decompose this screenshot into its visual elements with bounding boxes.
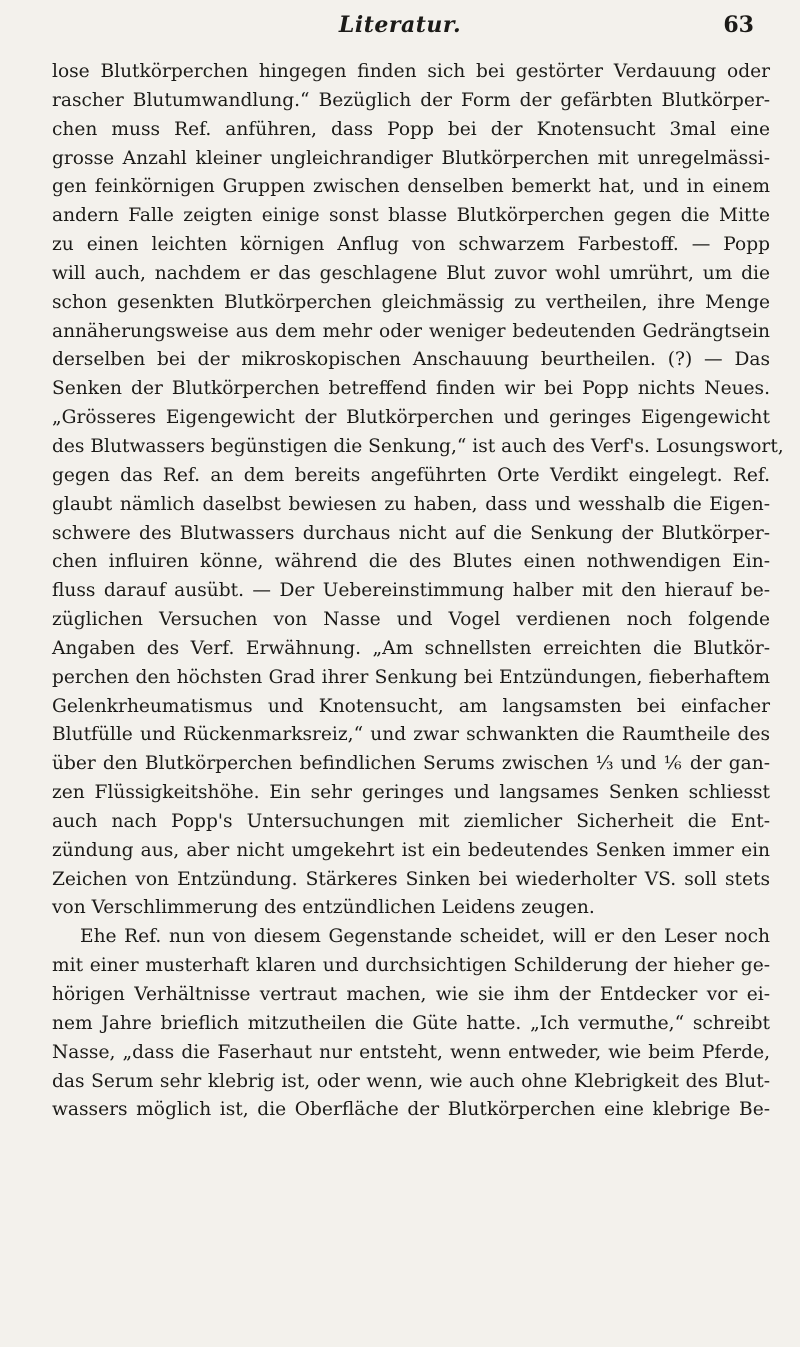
text-line: Angaben des Verf. Erwähnung. „Am schnellsten erreichten die Blutkör- bbox=[52, 637, 770, 659]
text-line: schwere des Blutwassers durchaus nicht auf die Senkung der Blutkörper- bbox=[52, 522, 770, 544]
text-line: annäherungsweise aus dem mehr oder weniger bedeutenden Gedrängtsein bbox=[52, 320, 770, 342]
text-line: nem Jahre brieflich mitzutheilen die Güte hatte. „Ich vermuthe,“ schreibt bbox=[52, 1012, 770, 1034]
page-number: 63 bbox=[723, 12, 754, 38]
text-line: fluss darauf ausübt. — Der Uebereinstimmung halber mit den hierauf be- bbox=[52, 580, 770, 602]
text-line: andern Falle zeigten einige sonst blasse Blutkörperchen gegen die Mitte bbox=[52, 205, 770, 227]
text-line: über den Blutkörperchen befindlichen Serums zwischen ⅓ und ⅙ der gan- bbox=[52, 753, 770, 775]
running-title: Literatur. bbox=[338, 12, 462, 38]
text-line: wassers möglich ist, die Oberfläche der Blutkörperchen eine klebrige Be- bbox=[52, 1099, 770, 1121]
page-header bbox=[40, 8, 760, 44]
text-line: Senken der Blutkörperchen betreffend finden wir bei Popp nichts Neues. bbox=[52, 378, 770, 400]
text-line: zen Flüssigkeitshöhe. Ein sehr geringes und langsames Senken schliesst bbox=[52, 782, 770, 804]
text-line: das Serum sehr klebrig ist, oder wenn, wie auch ohne Klebrigkeit des Blut- bbox=[52, 1070, 770, 1092]
text-line: glaubt nämlich daselbst bewiesen zu haben, dass und wesshalb die Eigen- bbox=[52, 493, 770, 515]
text-line: will auch, nachdem er das geschlagene Blut zuvor wohl umrührt, um die bbox=[52, 262, 770, 284]
text-line: gegen das Ref. an dem bereits angeführten Orte Verdikt eingelegt. Ref. bbox=[52, 464, 770, 486]
text-line: chen influiren könne, während die des Blutes einen nothwendigen Ein- bbox=[52, 551, 770, 573]
text-line: Ehe Ref. nun von diesem Gegenstande scheidet, will er den Leser noch bbox=[80, 926, 770, 948]
text-line: Zeichen von Entzündung. Stärkeres Sinken bei wiederholter VS. soll stets bbox=[52, 868, 770, 890]
text-line: rascher Blutumwandlung.“ Bezüglich der Form der gefärbten Blutkörper- bbox=[52, 89, 770, 111]
text-line: zu einen leichten körnigen Anflug von schwarzem Farbestoff. — Popp bbox=[52, 234, 770, 256]
text-line: Gelenkrheumatismus und Knotensucht, am langsamsten bei einfacher bbox=[52, 695, 770, 717]
text-line: derselben bei der mikroskopischen Anschauung beurtheilen. (?) — Das bbox=[52, 349, 770, 371]
text-line: schon gesenkten Blutkörperchen gleichmässig zu vertheilen, ihre Menge bbox=[52, 291, 770, 313]
text-line: zündung aus, aber nicht umgekehrt ist ein bedeutendes Senken immer ein bbox=[52, 839, 770, 861]
text-line: von Verschlimmerung des entzündlichen Leidens zeugen. bbox=[52, 897, 595, 919]
text-line: perchen den höchsten Grad ihrer Senkung bei Entzündungen, fieberhaftem bbox=[52, 666, 770, 688]
text-line: mit einer musterhaft klaren und durchsichtigen Schilderung der hieher ge- bbox=[52, 955, 770, 977]
text-line: auch nach Popp's Untersuchungen mit ziemlicher Sicherheit die Ent- bbox=[52, 810, 770, 832]
body-text bbox=[52, 58, 784, 1125]
text-line: Nasse, „dass die Faserhaut nur entsteht, wenn entweder, wie beim Pferde, bbox=[52, 1041, 770, 1063]
text-line: hörigen Verhältnisse vertraut machen, wie sie ihm der Entdecker vor ei- bbox=[52, 984, 770, 1005]
text-line: gen feinkörnigen Gruppen zwischen denselben bemerkt hat, und in einem bbox=[52, 176, 770, 198]
text-line: des Blutwassers begünstigen die Senkung,“ ist auch des Verf's. Losungswort, bbox=[52, 435, 784, 457]
text-line: chen muss Ref. anführen, dass Popp bei der Knotensucht 3mal eine bbox=[52, 118, 770, 140]
text-line: „Grösseres Eigengewicht der Blutkörperchen und geringes Eigengewicht bbox=[52, 407, 770, 429]
text-line: grosse Anzahl kleiner ungleichrandiger Blutkörperchen mit unregelmässi- bbox=[52, 147, 770, 169]
text-line: lose Blutkörperchen hingegen finden sich bei gestörter Verdauung oder bbox=[52, 61, 770, 82]
text-line: züglichen Versuchen von Nasse und Vogel verdienen noch folgende bbox=[52, 609, 770, 631]
text-line: Blutfülle und Rückenmarksreiz,“ und zwar schwankten die Raumtheile des bbox=[52, 724, 770, 746]
